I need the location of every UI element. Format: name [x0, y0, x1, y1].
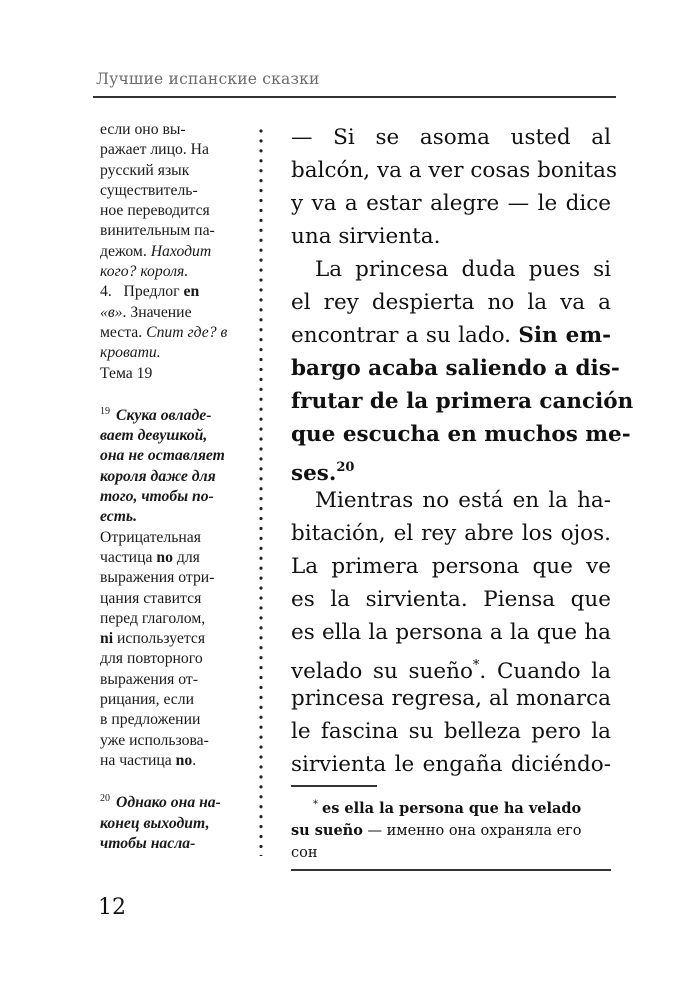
text-line: que escucha en muchos me- — [291, 422, 631, 447]
text-line: el rey despierta no la va a — [291, 290, 611, 315]
text-line: La princesa duda pues si — [315, 257, 611, 282]
note-line: вает девушкой, — [100, 427, 208, 445]
note-line: существитель- — [100, 181, 198, 199]
note-line: чтобы насла- — [100, 834, 196, 852]
note-line: ni используется — [100, 630, 206, 648]
note-marker: 20 — [100, 793, 110, 805]
main-text — [291, 121, 634, 781]
margin-notes — [100, 120, 242, 854]
text-line: encontrar a su lado. Sin em- — [291, 323, 611, 348]
note-line: того, чтобы по- — [100, 488, 214, 506]
note-line: в предложении — [100, 711, 201, 729]
note-marker: 19 — [100, 405, 110, 417]
text-line: Mientras no está en la ha- — [315, 488, 611, 513]
footnote-bottom-rule — [291, 869, 611, 871]
note-line: винительным па- — [100, 222, 215, 240]
note-line: для повторного — [100, 650, 203, 668]
note-line: выражения от- — [100, 670, 198, 688]
note-line: ное переводится — [100, 202, 210, 220]
note-line: уже использова- — [100, 731, 209, 749]
dotted-divider — [257, 126, 265, 856]
text-line: es ella la persona a la que ha — [291, 620, 611, 645]
note-line: «в». Значение — [100, 303, 192, 321]
note-line: Отрицательная — [100, 528, 201, 546]
footnote-rule — [291, 785, 377, 787]
text-line: frutar de la primera canción — [291, 389, 634, 414]
note-line: конец выходит, — [100, 814, 210, 832]
note-line: русский язык — [100, 161, 190, 179]
note-line: цания ставится — [100, 589, 202, 607]
note-19-heading: $^{19}$ Скука овладе- — [100, 405, 212, 424]
text-line: ses.$^{20}$ — [291, 460, 355, 486]
footnote-marker: * — [313, 799, 318, 810]
note-line: кровати. — [100, 344, 161, 362]
page-number: 12 — [98, 895, 126, 920]
text-line: sirvienta le engaña diciéndo- — [291, 752, 611, 777]
note-line: места. Спит где? в — [100, 323, 228, 341]
note-line: 4. Предлог en — [100, 283, 200, 301]
text-line: bitación, el rey abre los ojos. — [291, 521, 611, 546]
footnote-ref-star: * — [472, 658, 480, 673]
note-line: перед глаголом, — [100, 609, 206, 627]
note-line: на частица no. — [100, 751, 197, 769]
running-title: Лучшие испанские сказки — [96, 70, 320, 88]
text-line: balcón, va a ver cosas bonitas — [291, 158, 618, 183]
text-line: princesa regresa, al monarca — [291, 686, 611, 711]
note-line: кого? короля. — [100, 263, 189, 281]
text-line: bargo acaba saliendo a dis- — [291, 356, 620, 381]
text-line: — Si se asoma usted al — [291, 125, 611, 150]
note-20-heading: $^{20}$ Однако она на- — [100, 793, 221, 812]
footnote-ref-20: 20 — [336, 460, 355, 475]
note-line: если оно вы- — [100, 121, 186, 138]
note-line: частица no для — [100, 548, 200, 566]
text-line: La primera persona que ve — [291, 554, 611, 579]
footnote-line: su sueño — именно она охраняла его — [291, 822, 582, 839]
note-line: короля даже для — [100, 467, 216, 485]
note-line: ражает лицо. На — [100, 141, 209, 159]
note-line: она не оставляет — [100, 447, 225, 465]
footnote-line: сон — [291, 845, 318, 861]
text-line: es la sirvienta. Piensa que — [291, 587, 611, 612]
note-line: выражения отри- — [100, 569, 215, 587]
footnote — [291, 794, 611, 864]
note-line: есть. — [100, 508, 138, 526]
text-line: una sirvienta. — [291, 224, 441, 249]
header-rule — [93, 96, 616, 98]
text-line: le fascina su belleza pero la — [291, 719, 611, 744]
text-line: y va a estar alegre — le dice — [291, 191, 611, 216]
note-line: рицания, если — [100, 691, 194, 709]
note-line: Тема 19 — [100, 364, 153, 382]
text-line: velado su sueño*. Cuando la — [291, 658, 611, 684]
note-line: дежом. Находит — [100, 242, 212, 260]
footnote-line: * es ella la persona que ha velado — [313, 799, 582, 817]
